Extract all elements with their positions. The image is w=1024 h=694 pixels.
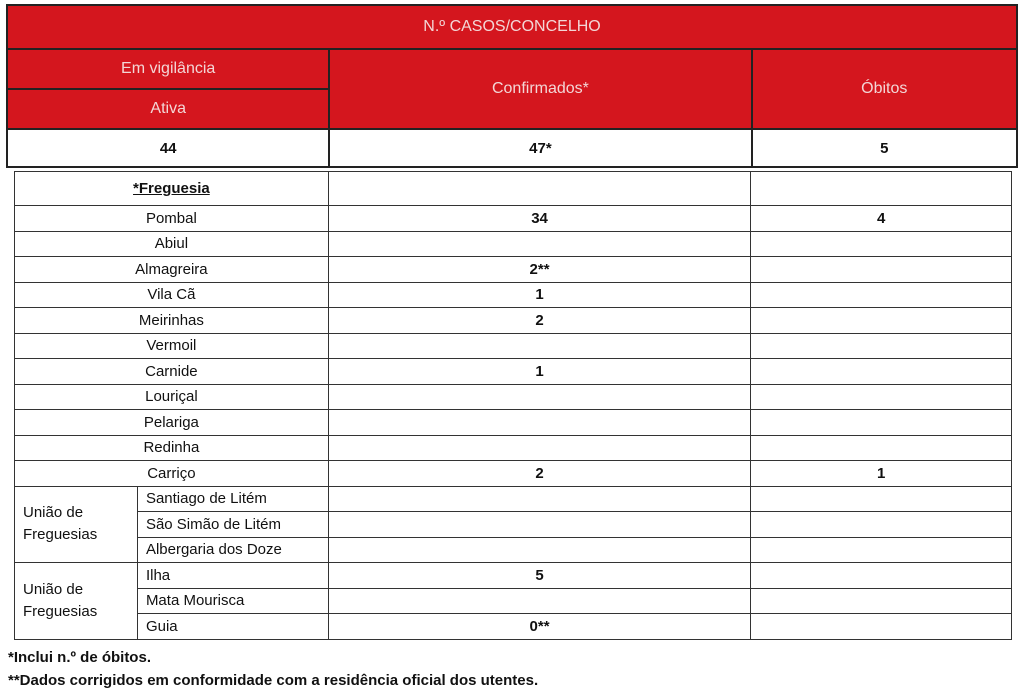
table-row bbox=[15, 614, 1012, 640]
freguesia-name: Guia bbox=[137, 614, 328, 640]
obitos-header: Óbitos bbox=[752, 49, 1017, 129]
freguesia-header: *Freguesia bbox=[15, 172, 329, 206]
table-row bbox=[15, 231, 1012, 257]
confirmados-value bbox=[328, 486, 751, 512]
confirmados-value bbox=[328, 333, 751, 359]
confirmados-value bbox=[328, 537, 751, 563]
freguesia-name: Almagreira bbox=[15, 257, 329, 283]
freguesia-name: Abiul bbox=[15, 231, 329, 257]
confirmados-value bbox=[328, 512, 751, 538]
footnote-dados-corrigidos: **Dados corrigidos em conformidade com a residência oficial dos utentes. bbox=[8, 672, 539, 689]
uniao-label bbox=[15, 563, 138, 640]
uniao-label bbox=[15, 486, 138, 563]
confirmados-value: 2 bbox=[328, 461, 751, 487]
table-row bbox=[15, 486, 1012, 512]
table-row bbox=[15, 257, 1012, 283]
table-row bbox=[15, 537, 1012, 563]
freguesia-name: Ilha bbox=[137, 563, 328, 589]
freguesia-name: Santiago de Litém bbox=[137, 486, 328, 512]
obitos-value bbox=[751, 435, 1012, 461]
freguesia-name: Redinha bbox=[15, 435, 329, 461]
total-obitos: 5 bbox=[752, 129, 1017, 167]
confirmados-value bbox=[328, 384, 751, 410]
confirmados-value: 2 bbox=[328, 308, 751, 334]
table-row bbox=[15, 333, 1012, 359]
table-row bbox=[15, 384, 1012, 410]
table-row bbox=[15, 308, 1012, 334]
uniao-label-line2: Freguesias bbox=[23, 602, 98, 620]
table-title: N.º CASOS/CONCELHO bbox=[7, 5, 1017, 49]
confirmados-value: 2** bbox=[328, 257, 751, 283]
empty-cell bbox=[328, 172, 751, 206]
total-vigilancia: 44 bbox=[7, 129, 329, 167]
obitos-value bbox=[751, 410, 1012, 436]
obitos-value bbox=[751, 359, 1012, 385]
obitos-value: 1 bbox=[751, 461, 1012, 487]
confirmados-value bbox=[328, 435, 751, 461]
table-row bbox=[15, 588, 1012, 614]
obitos-value: 4 bbox=[751, 206, 1012, 232]
table-row bbox=[15, 461, 1012, 487]
confirmados-value: 1 bbox=[328, 359, 751, 385]
confirmados-value: 5 bbox=[328, 563, 751, 589]
obitos-value bbox=[751, 308, 1012, 334]
table-row bbox=[15, 206, 1012, 232]
freguesia-table bbox=[14, 171, 1012, 640]
obitos-value bbox=[751, 614, 1012, 640]
footnotes bbox=[8, 646, 538, 692]
freguesia-name: Meirinhas bbox=[15, 308, 329, 334]
freguesia-name: Vila Cã bbox=[15, 282, 329, 308]
vigilancia-header-line2: Ativa bbox=[7, 89, 329, 129]
freguesia-name: Carriço bbox=[15, 461, 329, 487]
confirmados-header: Confirmados* bbox=[329, 49, 751, 129]
obitos-value bbox=[751, 512, 1012, 538]
table-row bbox=[15, 512, 1012, 538]
obitos-value bbox=[751, 537, 1012, 563]
obitos-value bbox=[751, 257, 1012, 283]
confirmados-value: 34 bbox=[328, 206, 751, 232]
table-row bbox=[15, 282, 1012, 308]
vigilancia-header-line1: Em vigilância bbox=[7, 49, 329, 89]
freguesia-name: Pelariga bbox=[15, 410, 329, 436]
empty-cell bbox=[751, 172, 1012, 206]
obitos-value bbox=[751, 333, 1012, 359]
obitos-value bbox=[751, 231, 1012, 257]
confirmados-value bbox=[328, 410, 751, 436]
freguesia-name: Mata Mourisca bbox=[137, 588, 328, 614]
obitos-value bbox=[751, 384, 1012, 410]
obitos-value bbox=[751, 588, 1012, 614]
total-confirmados: 47* bbox=[329, 129, 751, 167]
table-row bbox=[15, 410, 1012, 436]
table-row bbox=[15, 359, 1012, 385]
obitos-value bbox=[751, 282, 1012, 308]
freguesia-name: Louriçal bbox=[15, 384, 329, 410]
freguesia-name: Vermoil bbox=[15, 333, 329, 359]
freguesia-name: Pombal bbox=[15, 206, 329, 232]
table-row bbox=[15, 563, 1012, 589]
footnote-obitos: *Inclui n.º de óbitos. bbox=[8, 649, 151, 666]
table-row bbox=[15, 435, 1012, 461]
obitos-value bbox=[751, 486, 1012, 512]
confirmados-value: 0** bbox=[328, 614, 751, 640]
uniao-label-line2: Freguesias bbox=[23, 526, 98, 544]
uniao-label-line1: União de bbox=[23, 580, 84, 598]
freguesia-name: São Simão de Litém bbox=[137, 512, 328, 538]
confirmados-value bbox=[328, 231, 751, 257]
freguesia-name: Albergaria dos Doze bbox=[137, 537, 328, 563]
confirmados-value: 1 bbox=[328, 282, 751, 308]
confirmados-value bbox=[328, 588, 751, 614]
uniao-label-line1: União de bbox=[23, 504, 84, 522]
freguesia-name: Carnide bbox=[15, 359, 329, 385]
obitos-value bbox=[751, 563, 1012, 589]
summary-table bbox=[6, 4, 1018, 168]
